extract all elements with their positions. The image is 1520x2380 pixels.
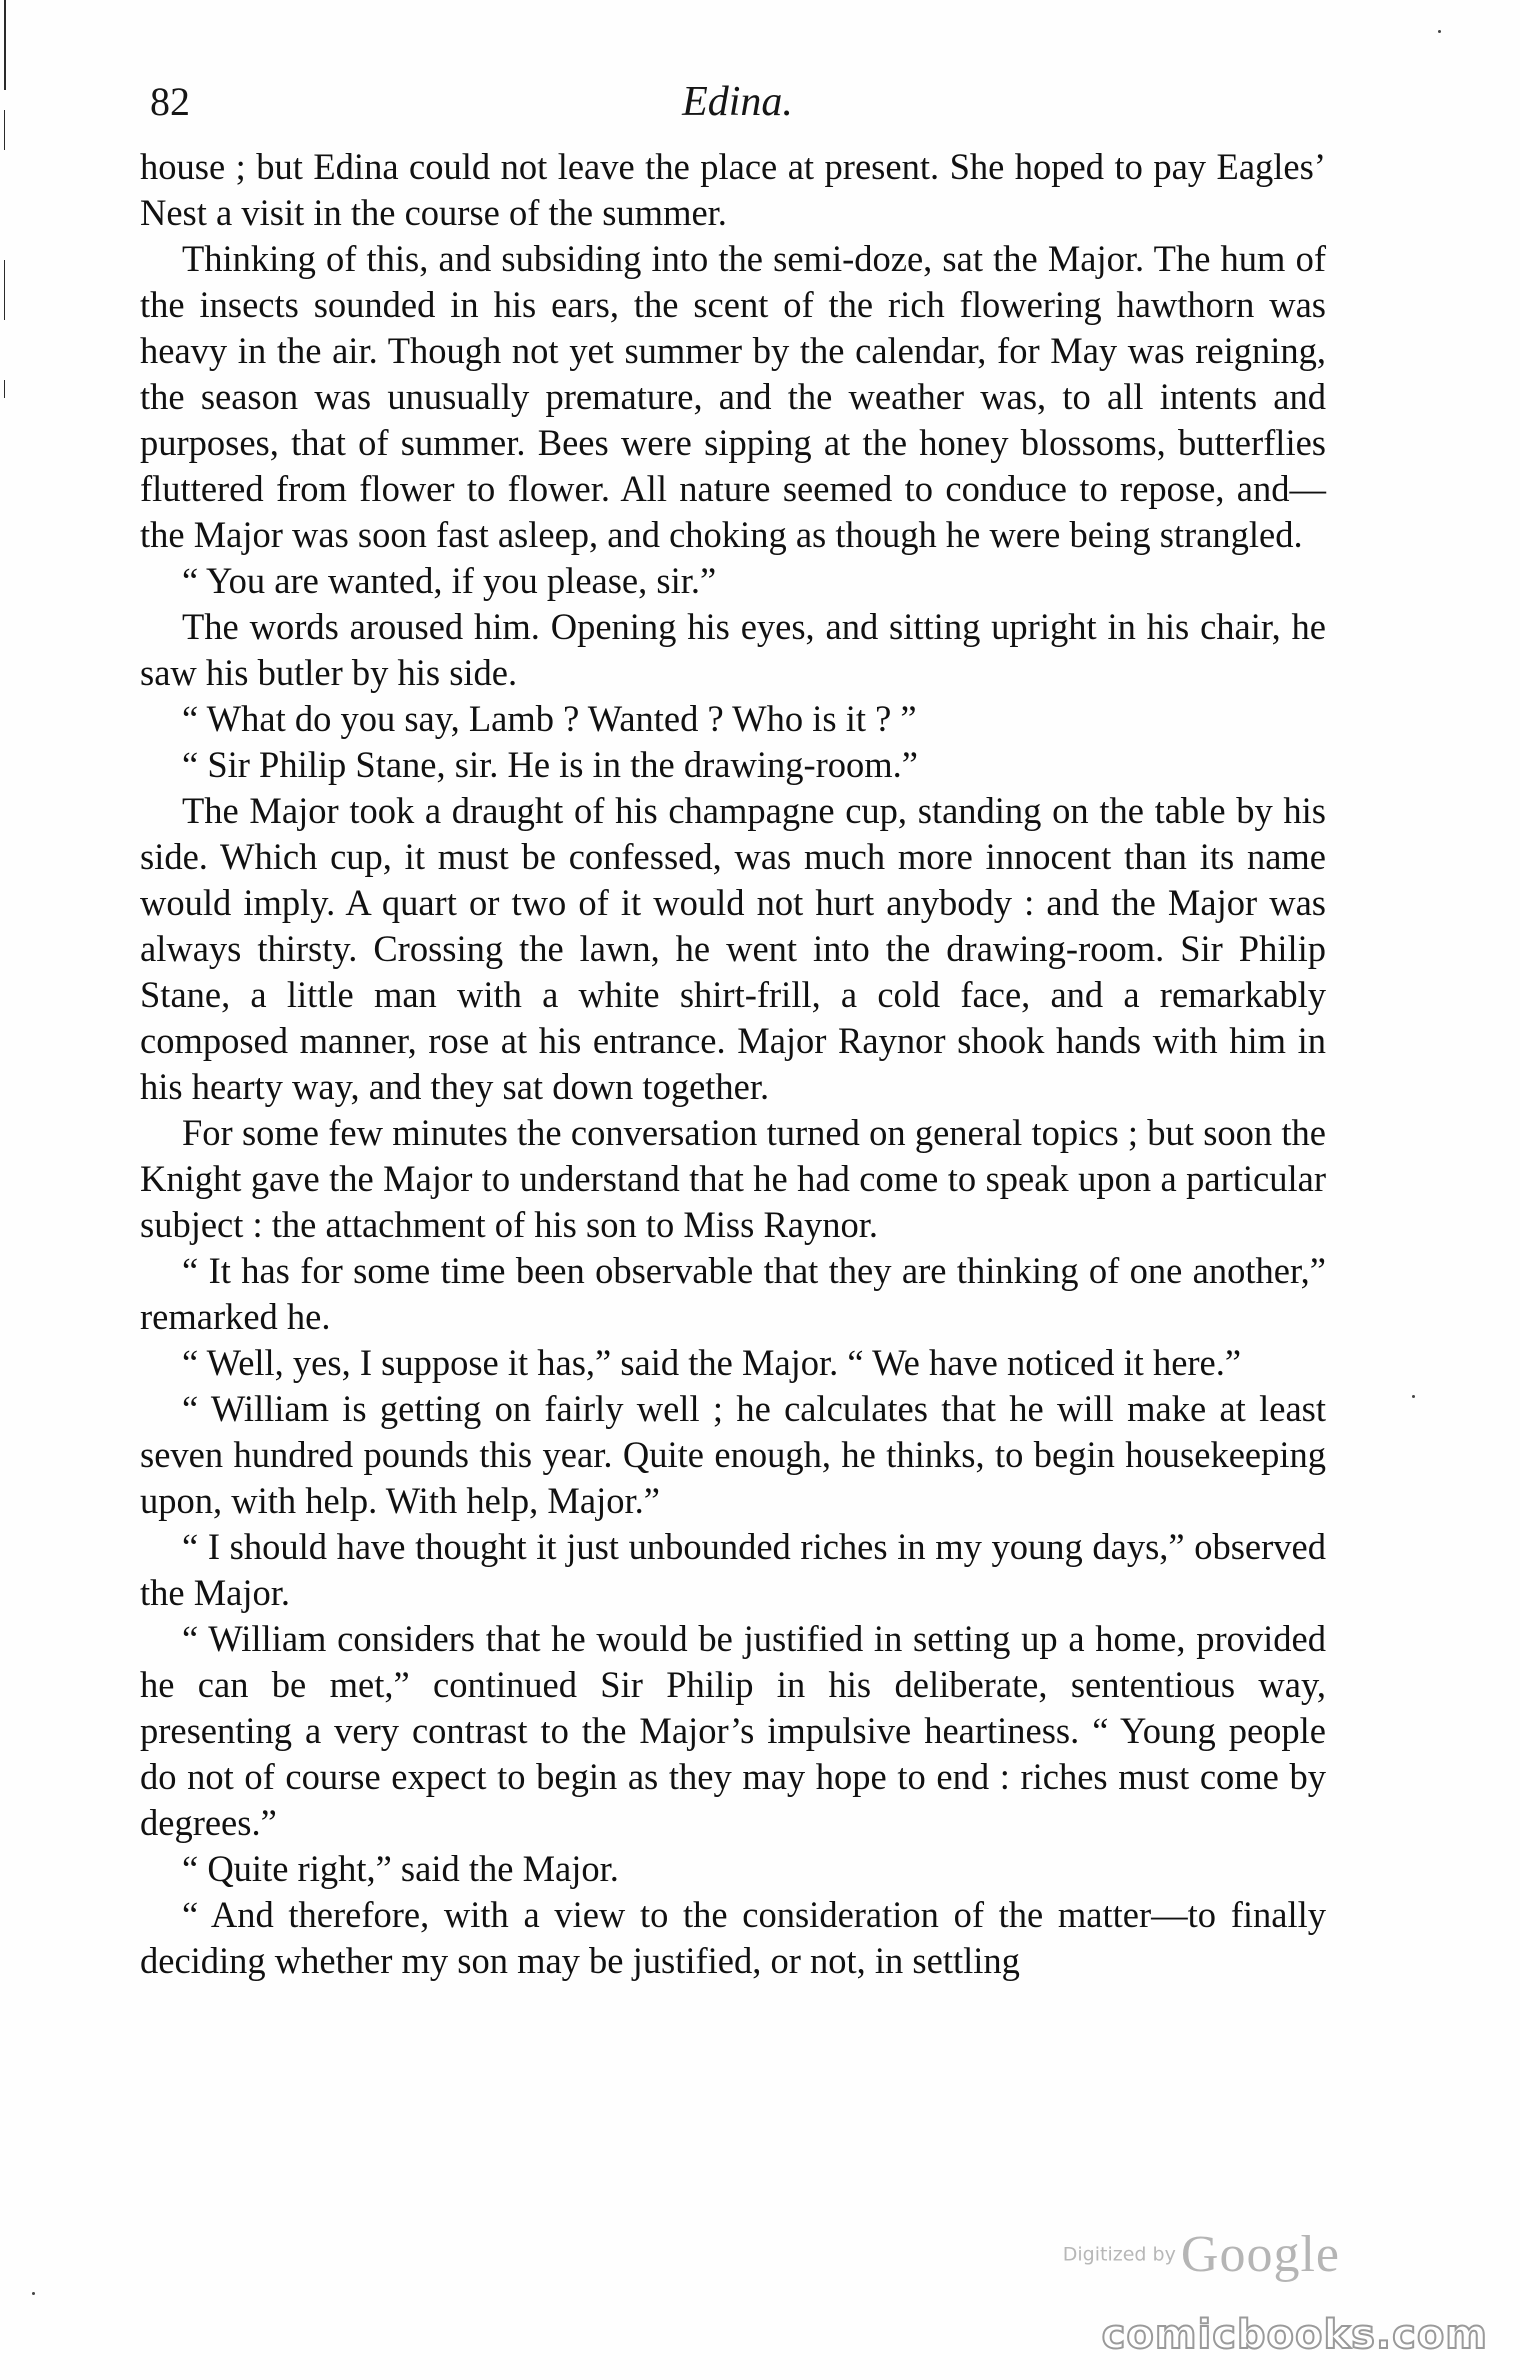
scan-speck xyxy=(32,2292,35,2295)
scan-speck xyxy=(1438,30,1441,33)
page-edge-mark xyxy=(4,260,5,320)
body-text xyxy=(140,144,1326,1984)
site-watermark: comicbooks.com xyxy=(1101,2312,1488,2358)
paragraph: “ What do you say, Lamb ? Wanted ? Who is it ? ” xyxy=(182,698,917,739)
scan-speck xyxy=(1412,1395,1415,1398)
paragraph: “ William is getting on fairly well ; he calculates that he will make at least seven hundred pounds this year. Quite enough, he thinks, to begin housekeeping upon, with help. With help, Major.” xyxy=(140,1388,1326,1521)
page-edge-mark xyxy=(4,0,6,90)
paragraph: “ I should have thought it just unbounded riches in my young days,” observed the Major. xyxy=(140,1526,1326,1613)
google-logo: Google xyxy=(1180,2226,1340,2283)
paragraph: The words aroused him. Opening his eyes, and sitting upright in his chair, he saw his butler by his side. xyxy=(140,606,1326,693)
paragraph: “ And therefore, with a view to the consideration of the matter—to finally deciding whether my son may be justified, or not, in settling xyxy=(140,1894,1326,1981)
page-header xyxy=(150,78,1325,140)
paragraph: For some few minutes the conversation turned on general topics ; but soon the Knight gave the Major to understand that he had come to speak upon a particular subject : the attachment of his son to Miss Raynor. xyxy=(140,1112,1326,1245)
paragraph: “ It has for some time been observable that they are thinking of one another,” remarked he. xyxy=(140,1250,1326,1337)
paragraph: house ; but Edina could not leave the place at present. She hoped to pay Eagles’ Nest a visit in the course of the summer. xyxy=(140,146,1326,233)
paragraph: Thinking of this, and subsiding into the semi-doze, sat the Major. The hum of the insects sounded in his ears, the scent of the rich flowering hawthorn was heavy in the air. Though not yet summer by the calendar, for May was reigning, the season was unusually premature, and the weather was, to all intents and purposes, that of summer. Bees were sipping at the honey blossoms, butterflies fluttered from flower to flower. All nature seemed to conduce to repose, and—the Major was soon fast asleep, and choking as though he were being strangled. xyxy=(140,238,1326,555)
page-edge-mark xyxy=(4,380,5,398)
paragraph: “ Sir Philip Stane, sir. He is in the drawing-room.” xyxy=(182,744,918,785)
digitized-label: Digitized by xyxy=(1062,2243,1176,2266)
paragraph: “ Well, yes, I suppose it has,” said the Major. “ We have noticed it here.” xyxy=(182,1342,1242,1383)
paragraph: “ William considers that he would be justified in setting up a home, provided he can be met,” continued Sir Philip in his deliberate, sententious way, presenting a very contrast to the Major’s impulsive heartiness. “ Young people do not of course expect to begin as they may hope to end : riches must come by degrees.” xyxy=(140,1618,1326,1843)
running-title: Edina. xyxy=(682,79,793,125)
paragraph: “ Quite right,” said the Major. xyxy=(182,1848,619,1889)
page-number: 82 xyxy=(150,79,190,124)
paragraph: The Major took a draught of his champagne cup, standing on the table by his side. Which cup, it must be confessed, was much more innocent than its name would imply. A quart or two of it would not hurt anybody : and the Major was always thirsty. Crossing the lawn, he went into the drawing-room. Sir Philip Stane, a little man with a white shirt-frill, a cold face, and a remarkably composed manner, rose at his entrance. Major Raynor shook hands with him in his hearty way, and they sat down together. xyxy=(140,790,1326,1107)
page-edge-mark xyxy=(4,110,5,150)
digitized-watermark xyxy=(1010,2225,1340,2285)
paragraph: “ You are wanted, if you please, sir.” xyxy=(182,560,717,601)
